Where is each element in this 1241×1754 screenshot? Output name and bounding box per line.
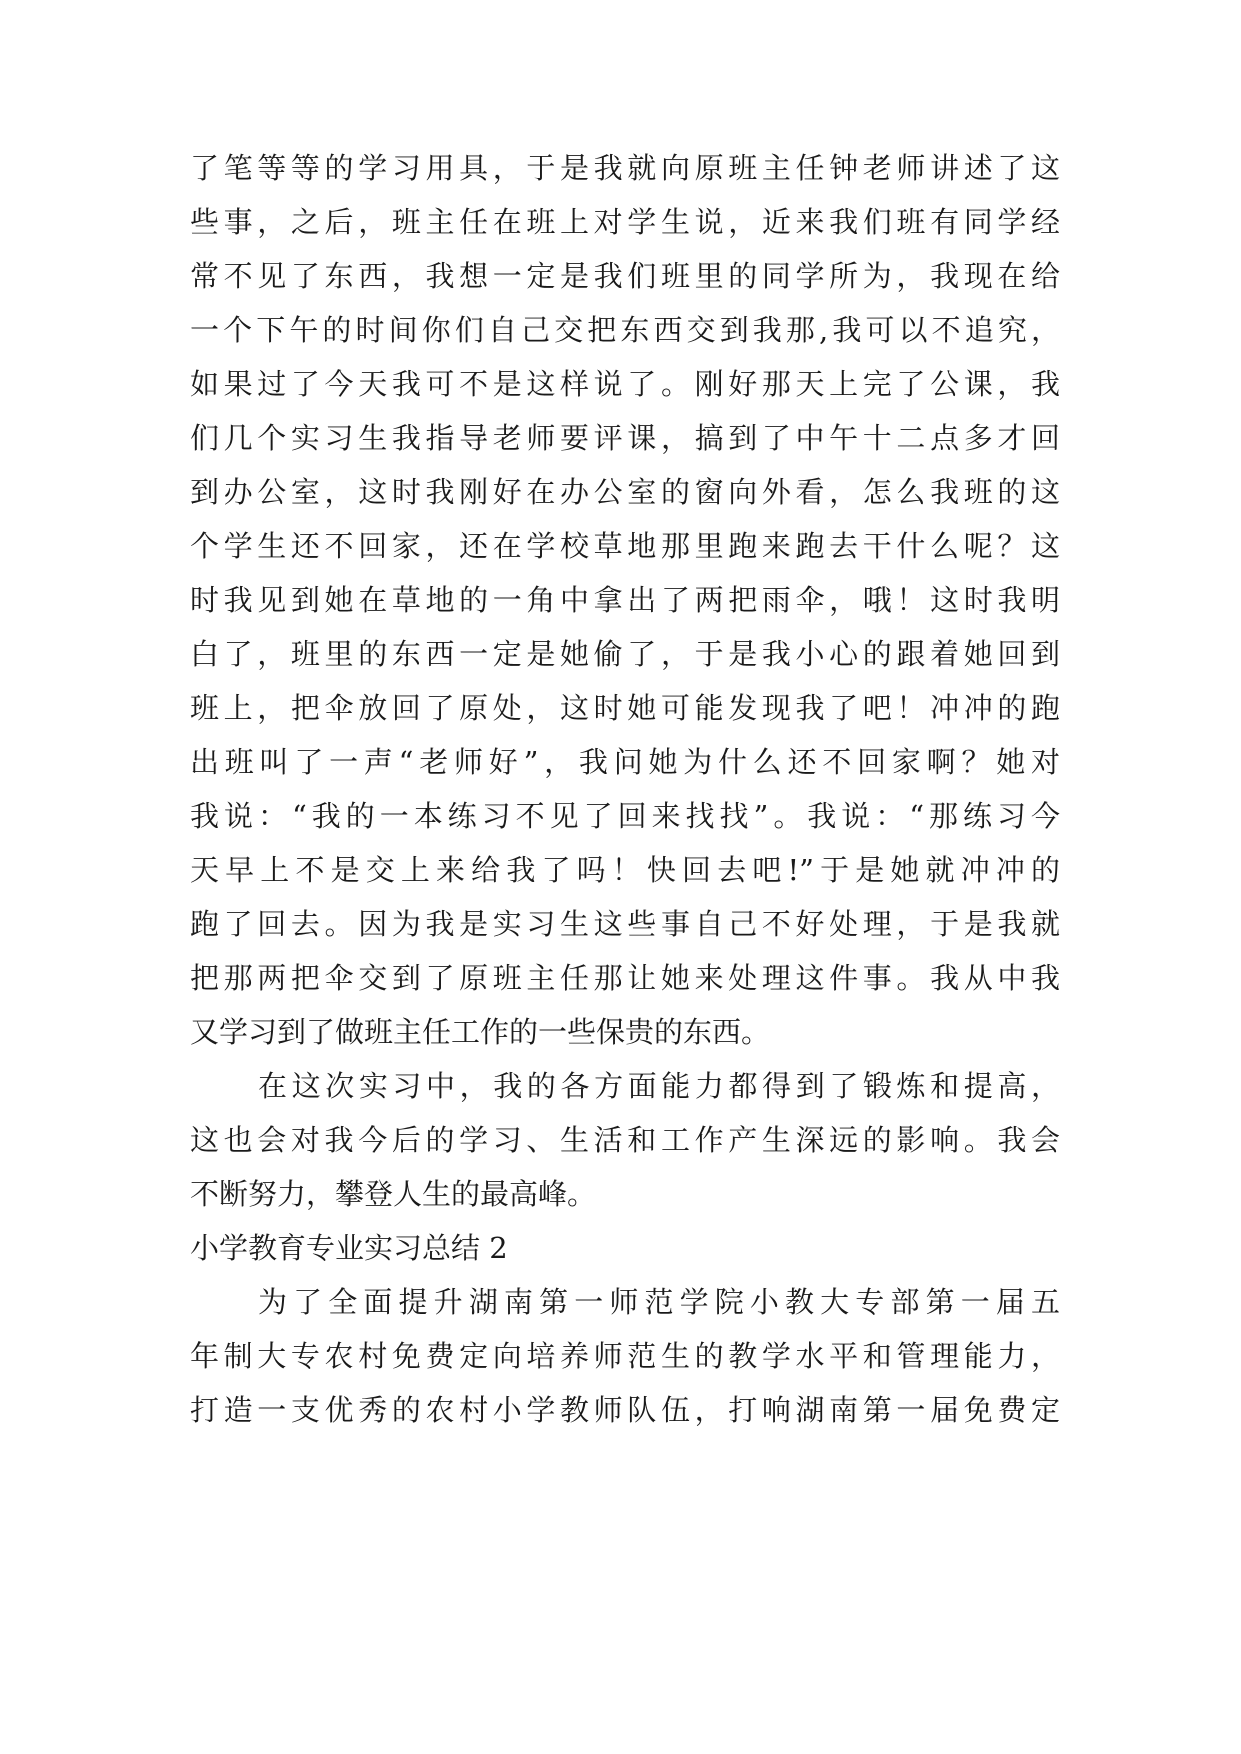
text-line: 了笔等等的学习用具，于是我就向原班主任钟老师讲述了这 xyxy=(190,151,1060,185)
text-line: 打造一支优秀的农村小学教师队伍，打响湖南第一届免费定 xyxy=(190,1393,1060,1427)
text-line: 班上，把伞放回了原处，这时她可能发现我了吧！冲冲的跑 xyxy=(190,691,1060,725)
text-line: 个学生还不回家，还在学校草地那里跑来跑去干什么呢？这 xyxy=(190,529,1060,563)
text-line: 这也会对我今后的学习、生活和工作产生深远的影响。我会 xyxy=(190,1123,1060,1157)
text-line: 白了，班里的东西一定是她偷了，于是我小心的跟着她回到 xyxy=(190,637,1060,671)
text-line: 一个下午的时间你们自己交把东西交到我那,我可以不追究， xyxy=(190,313,1060,347)
text-line: 常不见了东西，我想一定是我们班里的同学所为，我现在给 xyxy=(190,259,1060,293)
text-line: 我说：“我的一本练习不见了回来找找”。我说：“那练习今 xyxy=(190,799,1060,833)
text-line: 把那两把伞交到了原班主任那让她来处理这件事。我从中我 xyxy=(190,961,1060,995)
text-line: 如果过了今天我可不是这样说了。刚好那天上完了公课，我 xyxy=(190,367,1060,401)
text-line: 时我见到她在草地的一角中拿出了两把雨伞，哦！这时我明 xyxy=(190,583,1060,617)
text-line: 天早上不是交上来给我了吗！快回去吧!”于是她就冲冲的 xyxy=(190,853,1060,887)
text-line: 又学习到了做班主任工作的一些保贵的东西。 xyxy=(190,1015,771,1049)
section-heading: 小学教育专业实习总结 2 xyxy=(190,1231,508,1265)
text-line: 在这次实习中，我的各方面能力都得到了锻炼和提高， xyxy=(258,1069,1060,1103)
text-line: 出班叫了一声“老师好”，我问她为什么还不回家啊？她对 xyxy=(190,745,1060,779)
text-line: 不断努力，攀登人生的最高峰。 xyxy=(190,1177,597,1211)
text-line: 为了全面提升湖南第一师范学院小教大专部第一届五 xyxy=(258,1285,1060,1319)
text-line: 年制大专农村免费定向培养师范生的教学水平和管理能力， xyxy=(190,1339,1060,1373)
text-line: 些事，之后，班主任在班上对学生说，近来我们班有同学经 xyxy=(190,205,1060,239)
text-line: 们几个实习生我指导老师要评课，搞到了中午十二点多才回 xyxy=(190,421,1060,455)
text-line: 跑了回去。因为我是实习生这些事自己不好处理，于是我就 xyxy=(190,907,1060,941)
text-line: 到办公室，这时我刚好在办公室的窗向外看，怎么我班的这 xyxy=(190,475,1060,509)
